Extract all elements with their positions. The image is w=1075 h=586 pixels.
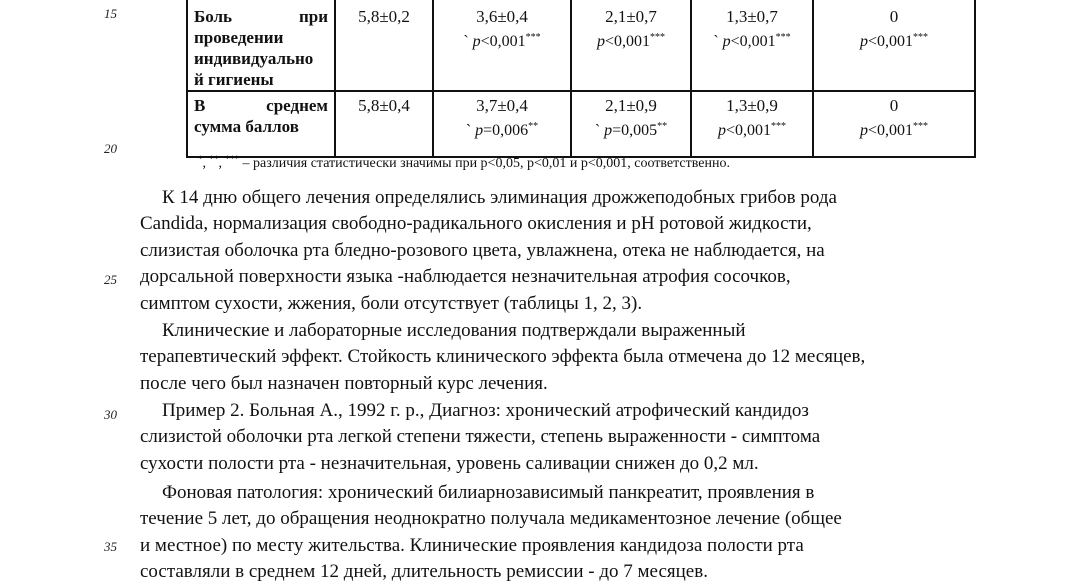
table-cell: 2,1±0,9 ` p=0,005** (571, 91, 691, 157)
line-number: 30 (104, 407, 117, 422)
table-row (187, 0, 975, 91)
text-line: слизистая оболочка рта бледно-розового цвета, увлажнена, отека не наблюдается, на (140, 239, 825, 261)
text-line: Клинические и лабораторные исследования подтверждали выраженный (162, 320, 746, 341)
text-line: дорсальной поверхности языка -наблюдается незначительная атрофия сосочков, (140, 266, 791, 288)
paragraph (140, 398, 980, 477)
results-table (186, 0, 976, 158)
text-line: терапевтический эффект. Стойкость клинического эффекта была отмечена до 12 месяцев, (140, 346, 866, 368)
footnote-text: – различия статистически значимы при p<0,05, p<0,01 и p<0,001, соответственно. (242, 156, 730, 171)
table-row (187, 91, 975, 157)
text-line: сухости полости рта - незначительная, уровень саливации снижен до 0,2 мл. (140, 452, 759, 474)
text-line: Фоновая патология: хронический билиарнозависимый панкреатит, проявления в (162, 482, 815, 503)
paragraph (140, 480, 980, 586)
paragraph (140, 185, 980, 317)
text-line: течение 5 лет, до обращения неоднократно получала медикаментозное лечение (общее (140, 508, 842, 530)
table-cell: 3,6±0,4 ` p<0,001*** (433, 0, 571, 91)
table-cell: 5,8±0,4 (335, 91, 433, 157)
text-line: Пример 2. Больная А., 1992 г. р., Диагноз: хронический атрофический кандидоз (162, 400, 809, 421)
table-cell: 0 p<0,001*** (813, 91, 975, 157)
row-label: В среднем сумма баллов (187, 91, 335, 157)
line-number: 35 (104, 539, 117, 554)
text-line: Candida, нормализация свободно-радикального окисления и pH ротовой жидкости, (140, 213, 812, 235)
table-cell: 3,7±0,4 ` p=0,006** (433, 91, 571, 157)
text-line: К 14 дню общего лечения определялись элиминация дрожжеподобных грибов рода (162, 187, 837, 208)
text-line: слизистой оболочки рта легкой степени тяжести, степень выраженности - симптома (140, 426, 821, 448)
line-number: 20 (104, 141, 117, 156)
table-cell: 2,1±0,7 p<0,001*** (571, 0, 691, 91)
table-cell: 1,3±0,7 ` p<0,001*** (691, 0, 813, 91)
table-footnote (198, 150, 730, 173)
text-line: после чего был назначен повторный курс лечения. (140, 372, 548, 394)
text-line: симптом сухости, жжения, боли отсутствует (таблицы 1, 2, 3). (140, 292, 643, 314)
line-number: 15 (104, 6, 117, 21)
text-line: и местное) по месту жительства. Клинические проявления кандидоза полости рта (140, 534, 804, 556)
footnote-marks: *, **, *** (198, 154, 239, 171)
table-cell: 0 p<0,001*** (813, 0, 975, 91)
row-label: Боль при проведении индивидуально й гигиены (187, 0, 335, 91)
text-line: составляли в среднем 12 дней, длительность ремиссии - до 7 месяцев. (140, 561, 708, 583)
line-number: 25 (104, 272, 117, 287)
table-cell: 1,3±0,9 p<0,001*** (691, 91, 813, 157)
table-cell: 5,8±0,2 (335, 0, 433, 91)
paragraph (140, 318, 980, 397)
